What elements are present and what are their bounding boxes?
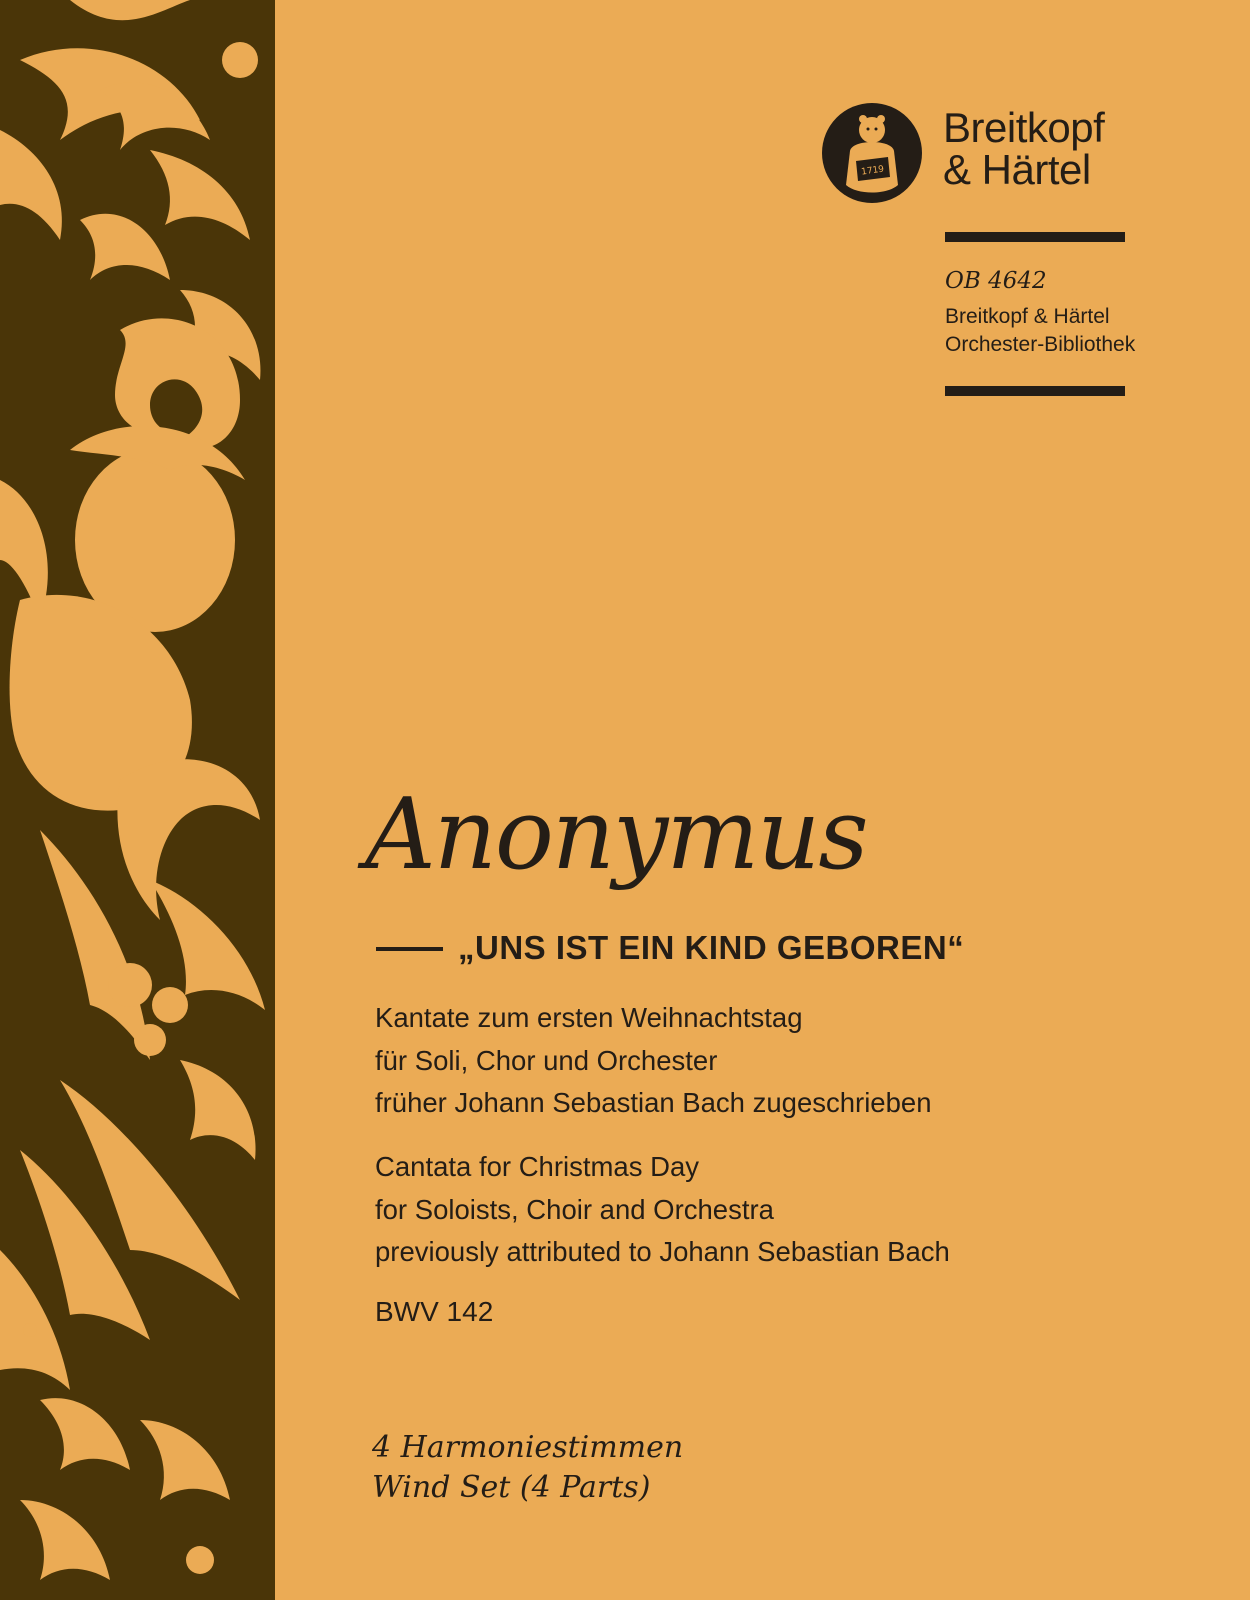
description-line: für Soli, Chor und Orchester (375, 1044, 718, 1076)
description-line: Kantate zum ersten Weihnachtstag (375, 1002, 803, 1033)
founding-year: 1719 (860, 164, 885, 178)
title-dash (376, 947, 443, 951)
publisher-logo (822, 103, 1127, 203)
description-line: Cantata for Christmas Day (375, 1151, 699, 1182)
series-name: Orchester-Bibliothek (945, 333, 1136, 356)
baroque-ornament-illustration (0, 0, 275, 1600)
publisher-name (943, 104, 1105, 193)
description-german (375, 997, 932, 1125)
description-line: previously attributed to Johann Sebastian Bach (375, 1236, 950, 1267)
description-line: früher Johann Sebastian Bach zugeschrieben (375, 1087, 932, 1118)
cherub-ornament-icon (0, 0, 275, 1600)
divider-top (945, 232, 1125, 242)
bear-emblem-icon (822, 103, 922, 203)
description-line: for Soloists, Choir and Orchestra (375, 1193, 774, 1225)
series-number: OB 4642 (945, 268, 1047, 294)
series-publisher: Breitkopf & Härtel (945, 305, 1110, 328)
composer-name: Anonymus (365, 778, 867, 892)
work-title: „UNS IST EIN KIND GEBOREN“ (458, 929, 965, 966)
publisher-name-line1: Breitkopf (943, 104, 1105, 151)
description-english (375, 1146, 950, 1274)
edition-german: 4 Harmoniestimmen (372, 1430, 684, 1465)
publisher-name-line2: & Härtel (943, 146, 1091, 193)
catalog-number: BWV 142 (375, 1296, 494, 1327)
edition-info (372, 1428, 683, 1508)
edition-english: Wind Set (4 Parts) (372, 1470, 651, 1505)
divider-bottom (945, 386, 1125, 396)
